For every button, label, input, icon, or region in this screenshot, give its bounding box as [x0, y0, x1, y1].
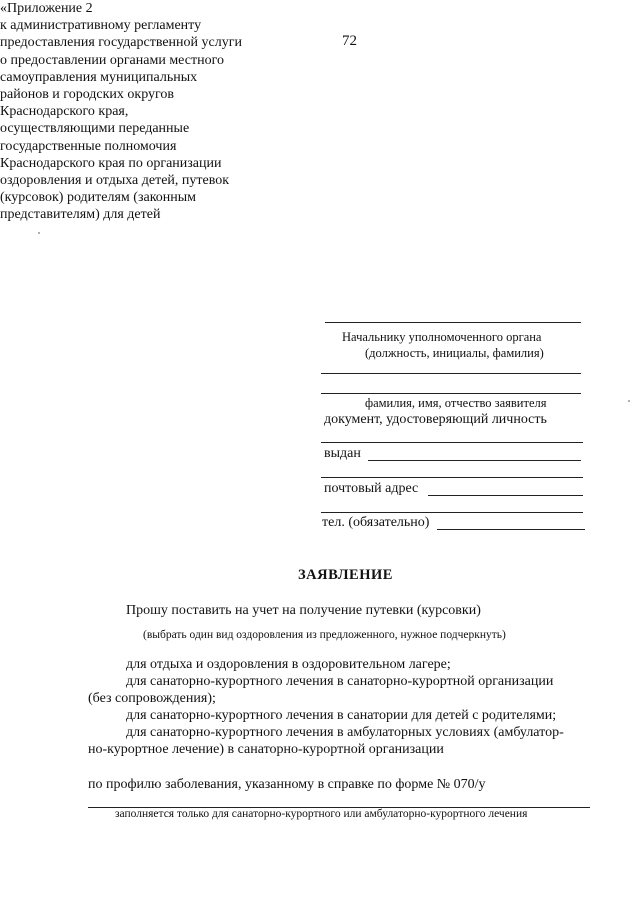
appendix-line: о предоставлении органами местного [0, 52, 224, 68]
page-number: 72 [342, 33, 357, 49]
issued-line [368, 460, 581, 461]
scan-speck [38, 232, 40, 234]
appendix-line: «Приложение 2 [0, 1, 93, 16]
option-sanatorium: для санаторно-курортного лечения в санаторно-курортной организации [126, 674, 554, 689]
applicant-caption: фамилия, имя, отчество заявителя [365, 396, 547, 410]
appendix-line: оздоровления и отдыха детей, путевок [0, 173, 230, 189]
appendix-line: предоставления государственной услуги [0, 35, 242, 51]
appendix-header [0, 0, 638, 224]
addressee-head-caption-note: (должность, инициалы, фамилия) [365, 346, 544, 360]
request-text: Прошу поставить на учет на получение путевки (курсовки) [126, 603, 481, 618]
addressee-head-line [325, 322, 581, 323]
option-ambulatory-cont: но-курортное лечение) в санаторно-курортной организации [88, 742, 444, 757]
applicant-name-line-1 [321, 373, 581, 374]
document-label: документ, удостоверяющий личность [324, 412, 547, 427]
option-sanatorium-cont: (без сопровождения); [88, 691, 216, 706]
appendix-line: Краснодарского края по организации [0, 155, 222, 171]
option-ambulatory: для санаторно-курортного лечения в амбулаторных условиях (амбулатор- [126, 725, 564, 740]
option-sanatorium-parents: для санаторно-курортного лечения в санатории для детей с родителями; [126, 708, 557, 723]
issued-label: выдан [324, 446, 361, 461]
appendix-line: (курсовок) родителям (законным [0, 190, 197, 206]
appendix-line: районов и городских округов [0, 87, 175, 103]
profile-text: по профилю заболевания, указанному в справке по форме № 070/у [88, 777, 486, 792]
postal-extra-line [321, 512, 583, 513]
appendix-line: государственные полномочия [0, 138, 177, 154]
applicant-name-line-2 [321, 393, 581, 394]
profile-note: заполняется только для санаторно-курортного или амбулаторно-курортного лечения [115, 808, 528, 820]
appendix-line: представителям) для детей [0, 207, 161, 223]
document-title: ЗАЯВЛЕНИЕ [298, 567, 393, 583]
appendix-line: осуществляющими переданные [0, 121, 190, 137]
addressee-head-caption: Начальнику уполномоченного органа [342, 330, 542, 344]
appendix-line: самоуправления муниципальных [0, 69, 198, 85]
appendix-line: Краснодарского края, [0, 104, 129, 120]
postal-label: почтовый адрес [324, 481, 419, 496]
issued-extra-line [321, 477, 583, 478]
choose-note: (выбрать один вид оздоровления из предложенного, нужное подчеркнуть) [143, 629, 506, 641]
phone-label: тел. (обязательно) [322, 515, 430, 530]
postal-line [428, 495, 583, 496]
option-camp: для отдыха и оздоровления в оздоровительном лагере; [126, 657, 451, 672]
appendix-line: к административному регламенту [0, 18, 202, 34]
document-line [321, 442, 583, 443]
phone-line [437, 529, 585, 530]
scan-speck [628, 400, 630, 402]
